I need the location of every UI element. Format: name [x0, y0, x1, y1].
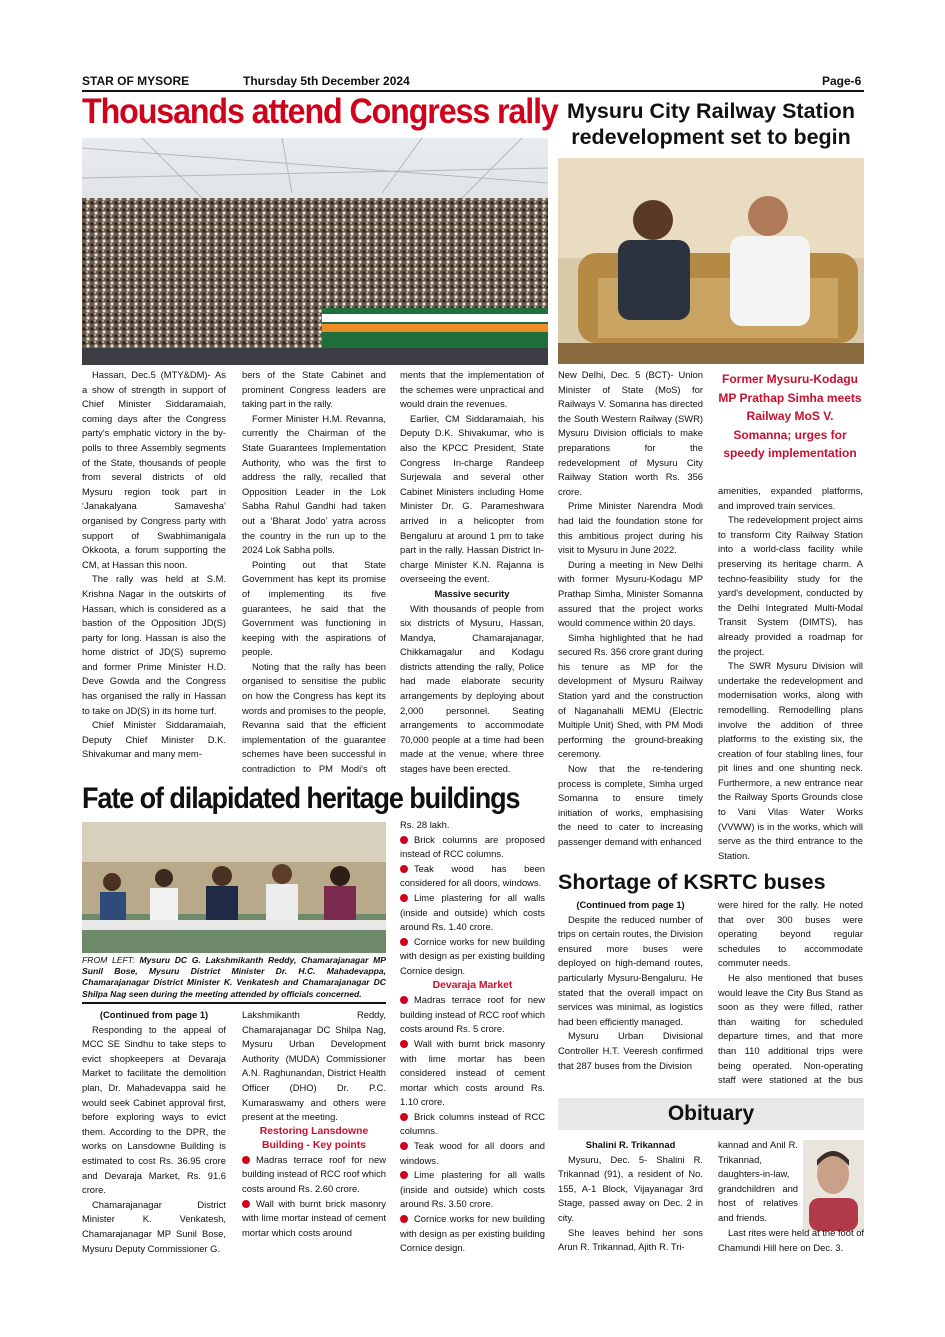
lansdowne-subhead-line-1: Restoring Lansdowne	[259, 1125, 369, 1137]
heritage-col-3	[400, 818, 545, 1258]
bullet-icon	[400, 865, 408, 873]
ksrtc-para: were hired for the rally. He noted that over 300 buses were operating beyond regular schedules to accommodate commuter needs.	[718, 899, 863, 969]
devaraja-point-text: Madras terrace roof for new building instead of RCC roof which costs around Rs. 5 crore.	[400, 994, 545, 1035]
devaraja-point-text: Teak wood for all doors and windows.	[400, 1140, 545, 1166]
rally-col-3	[400, 368, 544, 776]
railway-photo-caption: Former Mysuru-Kodagu MP Prathap Simha meets Railway MoS V. Somanna; urges for speedy implementation	[718, 372, 862, 460]
rally-para: Earlier, CM Siddaramaiah, his Deputy D.K. Shivakumar, who is also the KPCC President, State Congress In-charge Randeep Surjewala and several other Cabinet Ministers including Home Minister Dr. G. Parameshwara arrived in a helicopter from Bengaluru at around 1 pm to take part in the rally. Hassan District In-charge Minister K.N. Rajanna is overseeing the event.	[400, 412, 544, 585]
ksrtc-para: He also mentioned that buses would leave the City Bus Stand as soon as they were filled, rather than waiting for scheduled departure times, and that more than 110 additional trips were being operated. Non-operating staff were stationed at the bus	[718, 971, 863, 1086]
lansdowne-point	[242, 1197, 386, 1241]
ksrtc-col-2	[718, 898, 863, 1088]
ksrtc-para: Despite the reduced number of trips on certain routes, the Division ensured more buses were deployed on high-demand routes, particularly Mysuru-Bengaluru. He stated that the overall impact on services was minimal, as logistics had been efficiently managed.	[558, 913, 703, 1027]
railway-headline-line-2: redevelopment set to begin	[571, 125, 851, 149]
heritage-para: Lakshmikanth Reddy, Chamarajanagar DC Shilpa Nag, Mysuru Urban Development Authority (MUDA) Commissioner A.N. Raghunandan, District Health Officer (DHO) Dr. P.C. Kumaraswamy and others were present at the meeting.	[242, 1009, 386, 1123]
lansdowne-point	[400, 833, 545, 862]
rally-col-2	[242, 368, 386, 776]
obituary-title-bar: Obituary	[558, 1098, 864, 1130]
railway-col-1	[558, 368, 703, 862]
lansdowne-point	[400, 862, 545, 891]
obituary-portrait	[803, 1140, 864, 1231]
lansdowne-point	[400, 891, 545, 935]
heritage-headline: Fate of dilapidated heritage buildings	[82, 782, 520, 815]
ksrtc-col-1	[558, 898, 703, 1088]
devaraja-point	[400, 1139, 545, 1168]
bullet-icon	[400, 1040, 408, 1048]
devaraja-point-text: Brick columns instead of RCC columns.	[400, 1110, 545, 1137]
railway-col-2	[718, 484, 863, 864]
devaraja-point-text: Wall with burnt brick masonry with lime mortar has been considered instead of cement mortar which costs around Rs. 1.10 crore.	[400, 1037, 545, 1108]
lansdowne-point-text: Brick columns are proposed instead of RCC columns.	[400, 833, 545, 860]
heritage-continued: (Continued from page 1)	[99, 1009, 209, 1020]
rally-headline: Thousands attend Congress rally	[82, 92, 558, 131]
railway-para: The redevelopment project aims to transform City Railway Station into a world-class facility while preserving its heritage charm. A techno-feasibility study for the yard's development, conducted by the Delhi Integrated Multi-Modal Transit System (DIMTS), has already provided a roadmap for the project.	[718, 514, 863, 657]
bullet-icon	[242, 1200, 250, 1208]
railway-para: During a meeting in New Delhi with former Mysuru-Kodagu MP Prathap Simha, Minister Somanna assured that the project works would commence within 20 days.	[558, 558, 703, 629]
heritage-meeting-image	[82, 822, 386, 953]
railway-para: amenities, expanded platforms, and improved train services.	[718, 485, 863, 511]
masthead-page: Page-6	[822, 74, 862, 88]
railway-para: Prime Minister Narendra Modi had laid the foundation stone for this ambitious project during his visit to Mysuru in June 2022.	[558, 500, 703, 556]
bullet-icon	[400, 1171, 408, 1179]
devaraja-point	[400, 1037, 545, 1110]
ksrtc-continued: (Continued from page 1)	[576, 899, 685, 910]
lansdowne-point-text: Wall with burnt brick masonry with lime mortar instead of cement mortar which costs around	[242, 1197, 386, 1238]
ksrtc-para: Mysuru Urban Divisional Controller H.T. Veeresh confirmed that 287 buses from the Division	[558, 1030, 703, 1071]
railway-headline	[558, 98, 864, 150]
heritage-col-2	[242, 1008, 386, 1258]
railway-headline-line-1: Mysuru City Railway Station	[567, 99, 855, 123]
railway-para: The SWR Mysuru Division will undertake the redevelopment and modernisation works, along with remodelling. Remodelling plans involve the addition of three platforms to the existing six, the creation of four stabling lines, four pit lines and one shunting neck. Furthermore, a new entrance near the Railway Sports Grounds close to Vani Vilas Water Works (VVWW) is in the works, which will serve as the third entrance to the Station.	[718, 660, 863, 861]
bullet-icon	[400, 894, 408, 902]
railway-para: Now that the re-tendering process is complete, Simha urged Somanna to ensure timely initiation of works, emphasising the need to cater to increasing passenger demand with enhanced	[558, 763, 703, 847]
heritage-photo-caption	[82, 955, 386, 1000]
caption-lead: FROM LEFT:	[82, 955, 140, 965]
bullet-icon	[400, 938, 408, 946]
lansdowne-subhead	[242, 1125, 386, 1153]
rally-para: With thousands of people from six districts of Mysuru, Hassan, Mandya, Chamarajanagar, Chikkamagalur and Kodagu districts attending the rally, Police had made elaborate security arrangements by deploying about 2,000 personnel. Seating arrangements to accommodate 70,000 people at a time had been made at the venue, where three stages have been erected.	[400, 602, 544, 775]
masthead-date: Thursday 5th December 2024	[243, 74, 410, 88]
devaraja-subhead: Devaraja Market	[432, 979, 513, 991]
bullet-icon	[400, 1215, 408, 1223]
devaraja-point	[400, 1168, 545, 1212]
bullet-icon	[400, 836, 408, 844]
obituary-para: Last rites were held at the foot of Chamundi Hill here on Dec. 3.	[718, 1227, 864, 1253]
lansdowne-point-text: Madras terrace roof for new building instead of RCC roof which costs around Rs. 2.60 crore.	[242, 1153, 386, 1194]
rally-para: Chief Minister Siddaramaiah, Deputy Chief Minister D.K. Shivakumar and many mem-	[82, 719, 226, 760]
obituary-para: Mysuru, Dec. 5- Shalini R. Trikannad (91), a resident of No. 155, A-1 Block, Vijayanagar 3rd Stage, passed away on Dec. 2 in city.	[558, 1153, 703, 1223]
bullet-icon	[400, 996, 408, 1004]
heritage-para: Responding to the appeal of MCC SE Sindhu to take steps to evict shopkeepers at Devaraja Market to facilitate the demolition plan, Dr. Mahadevappa said he would seek Cabinet approval first, before exploring ways to evict them. According to the DPR, the works on Lansdowne Building is estimated to cost Rs. 36.95 crore and Devaraja Market, Rs. 91.6 crore.	[82, 1023, 226, 1196]
caption-names: Mysuru DC G. Lakshmikanth Reddy, Chamarajanagar MP Sunil Bose, Mysuru District Minister Dr. H.C. Mahadevappa, Chamarajanagar District Minister K. Venkatesh and Chamarajanagar DC Shilpa Nag	[82, 955, 386, 999]
rally-crowd-image	[82, 138, 548, 365]
rally-para: Former Minister H.M. Revanna, currently the Chairman of the State Guarantees Implementation Authority, who was the first to address the rally, recalled that Opposition Leader in the Lok Sabha Rahul Gandhi had taken out a ‘Bharat Jodo’ yatra across the country in the run up to the 2024 Lok Sabha polls.	[242, 412, 386, 556]
heritage-para: Rs. 28 lakh.	[400, 819, 450, 830]
rally-para: Noting that the rally has been organised to sensitise the public on how the Congress has kept its words and promises to the people, Revanna said that the efficient implementation of the guarantee schemes have been successful in contradiction to PM Modi's oft	[242, 660, 386, 775]
rally-para: The rally was held at S.M. Krishna Nagar in the outskirts of Hassan, which is considered as a bastion of the Opposition JD(S) party for long. Hassan is also the home district of JD(S) supremo and former Prime Minister H.D. Deve Gowda and the Congress has organised the rally in Hassan to take on JD(S) in its home turf.	[82, 573, 226, 716]
lansdowne-point	[242, 1153, 386, 1197]
obituary-para: She leaves behind her sons Arun R. Trikannad, Ajith R. Tri-	[558, 1226, 703, 1253]
lansdowne-point-text: Cornice works for new building with design as per existing building Cornice design.	[400, 935, 545, 976]
obituary-name: Shalini R. Trikannad	[585, 1139, 676, 1150]
masthead-paper: STAR OF MYSORE	[82, 74, 190, 88]
devaraja-point	[400, 1212, 545, 1256]
heritage-meeting-photo	[82, 822, 386, 953]
rally-para: bers of the State Cabinet and prominent Congress leaders are taking part in the rally.	[242, 369, 386, 410]
railway-meeting-image	[558, 158, 864, 364]
heritage-caption-rule	[82, 1002, 386, 1004]
devaraja-point-text: Lime plastering for all walls (inside and outside) which costs around Rs. 3.50 crore.	[400, 1169, 545, 1210]
obituary-portrait-image	[803, 1140, 864, 1231]
railway-para: New Delhi, Dec. 5 (BCT)- Union Minister of State (MoS) for Railways V. Somanna has directed the South Western Railway (SWR) Mysuru Division officials to make preparations for the redevelopment of Mysuru City Railway Station worth Rs. 356 crore.	[558, 369, 703, 497]
obituary-col-2a	[718, 1138, 798, 1230]
rally-crowd-photo	[82, 138, 548, 365]
lansdowne-point-text: Teak wood has been considered for all doors, windows.	[400, 862, 545, 889]
bullet-icon	[400, 1142, 408, 1150]
rally-col-1	[82, 368, 226, 776]
lansdowne-point	[400, 935, 545, 979]
railway-para: Simha highlighted that he had secured Rs. 356 crore grant during his tenure as MP for the development of Mysuru Railway Station yard and the construction of Naganahalli MEMU (Electric Multiple Unit) Shed, with PM Modi performing the ground-breaking ceremony.	[558, 631, 703, 760]
bullet-icon	[400, 1113, 408, 1121]
obituary-col-1	[558, 1138, 703, 1268]
rally-para: Pointing out that State Government has kept its promise of implementing its five guarantees, he said that the Government was functioning in keeping with the aspirations of people.	[242, 558, 386, 658]
obituary-para: kannad and Anil R. Trikannad, daughters-in-law, grandchildren and host of relatives and friends.	[718, 1139, 798, 1223]
caption-tail: seen during the meeting attended by officials concerned.	[126, 988, 362, 999]
obituary-col-2b	[718, 1226, 864, 1266]
bullet-icon	[242, 1156, 250, 1164]
devaraja-point	[400, 993, 545, 1037]
rally-subhead-security: Massive security	[434, 587, 510, 599]
devaraja-point-text: Cornice works for new building with design as per existing building Cornice design.	[400, 1213, 545, 1254]
heritage-para: Chamarajanagar District Minister K. Venkatesh, Chamarajanagar MP Sunil Bose, Mysuru Deputy Commissioner G.	[82, 1198, 226, 1254]
rally-para: Hassan, Dec.5 (MTY&DM)- As a show of strength in support of Chief Minister Siddaramaiah, coming days after the Congress party's emphatic victory in the by-polls to three Assembly segments of the State, thousands of people from several districts of old Mysuru region took part in ‘Janakalyana Samavesha’ organised by Congress party with support of Swabhimanigala Okkoota, a forum supporting the CM, at Hassan this noon.	[82, 369, 226, 570]
lansdowne-point-text: Lime plastering for all walls (inside and outside) which costs around Rs. 1.40 crore.	[400, 891, 545, 933]
lansdowne-subhead-line-2: Building - Key points	[262, 1139, 366, 1151]
railway-meeting-photo	[558, 158, 864, 364]
devaraja-point	[400, 1110, 545, 1139]
ksrtc-headline: Shortage of KSRTC buses	[558, 870, 826, 894]
rally-para: ments that the implementation of the schemes were unpractical and would drain the revenues.	[400, 369, 544, 410]
heritage-col-1	[82, 1008, 226, 1258]
